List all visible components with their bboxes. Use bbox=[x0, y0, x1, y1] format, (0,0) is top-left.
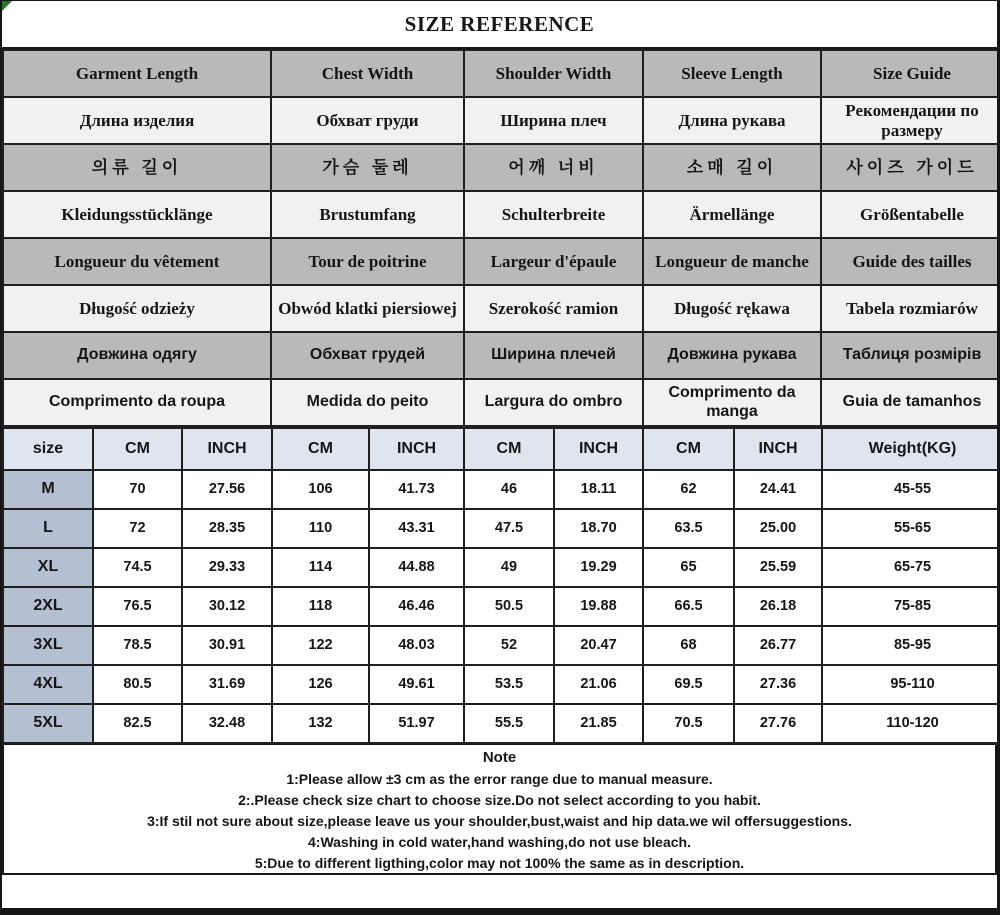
size-value-cell: 50.5 bbox=[464, 587, 554, 626]
size-value-cell: 122 bbox=[272, 626, 369, 665]
size-value-cell: 55.5 bbox=[464, 704, 554, 743]
size-value-cell: 82.5 bbox=[93, 704, 182, 743]
size-value-cell: 18.70 bbox=[554, 509, 643, 548]
size-value-cell: 48.03 bbox=[369, 626, 464, 665]
size-value-cell: 110 bbox=[272, 509, 369, 548]
size-value-cell: 28.35 bbox=[182, 509, 272, 548]
measurement-label-cell: Kleidungsstücklänge bbox=[3, 191, 271, 238]
measurement-label-cell: 의류 길이 bbox=[3, 144, 271, 191]
size-value-cell: 95-110 bbox=[822, 665, 1000, 704]
measurement-label-cell: Größentabelle bbox=[821, 191, 1000, 238]
page-title: SIZE REFERENCE bbox=[404, 11, 595, 36]
size-label-cell: L bbox=[3, 509, 93, 548]
measurement-label-cell: Size Guide bbox=[821, 50, 1000, 97]
size-value-cell: 126 bbox=[272, 665, 369, 704]
size-value-cell: 65 bbox=[643, 548, 734, 587]
measurement-label-cell: Obwód klatki piersiowej bbox=[271, 285, 464, 332]
size-table-header-cell: Weight(KG) bbox=[822, 428, 1000, 470]
size-table-header-cell: INCH bbox=[369, 428, 464, 470]
size-value-cell: 75-85 bbox=[822, 587, 1000, 626]
language-row-russian bbox=[3, 97, 1000, 144]
size-value-cell: 46 bbox=[464, 470, 554, 509]
size-label-cell: XL bbox=[3, 548, 93, 587]
size-value-cell: 21.85 bbox=[554, 704, 643, 743]
measurement-label-cell: Długość rękawa bbox=[643, 285, 821, 332]
size-value-cell: 46.46 bbox=[369, 587, 464, 626]
size-value-cell: 68 bbox=[643, 626, 734, 665]
size-label-cell: 5XL bbox=[3, 704, 93, 743]
size-value-cell: 53.5 bbox=[464, 665, 554, 704]
size-table-header-cell: CM bbox=[464, 428, 554, 470]
measurement-label-cell: 어깨 너비 bbox=[464, 144, 643, 191]
size-value-cell: 26.77 bbox=[734, 626, 822, 665]
measurement-label-cell: Szerokość ramion bbox=[464, 285, 643, 332]
size-value-cell: 27.56 bbox=[182, 470, 272, 509]
size-value-cell: 49 bbox=[464, 548, 554, 587]
size-value-cell: 74.5 bbox=[93, 548, 182, 587]
size-value-cell: 132 bbox=[272, 704, 369, 743]
size-value-cell: 27.36 bbox=[734, 665, 822, 704]
size-value-cell: 85-95 bbox=[822, 626, 1000, 665]
size-value-cell: 32.48 bbox=[182, 704, 272, 743]
size-value-cell: 55-65 bbox=[822, 509, 1000, 548]
measurement-label-cell: Обхват грудей bbox=[271, 332, 464, 379]
measurement-label-cell: Таблиця розмірів bbox=[821, 332, 1000, 379]
size-row-5XL bbox=[3, 704, 1000, 743]
title-bar bbox=[2, 1, 997, 49]
note-title: Note bbox=[482, 749, 517, 766]
size-value-cell: 45-55 bbox=[822, 470, 1000, 509]
measurement-label-cell: Длина изделия bbox=[3, 97, 271, 144]
size-value-cell: 70 bbox=[93, 470, 182, 509]
size-label-cell: M bbox=[3, 470, 93, 509]
size-table-header-cell: CM bbox=[272, 428, 369, 470]
language-row-german bbox=[3, 191, 1000, 238]
measurement-label-cell: 소매 길이 bbox=[643, 144, 821, 191]
size-value-cell: 106 bbox=[272, 470, 369, 509]
measurement-label-cell: Довжина рукава bbox=[643, 332, 821, 379]
size-value-cell: 19.29 bbox=[554, 548, 643, 587]
measurement-label-cell: Brustumfang bbox=[271, 191, 464, 238]
size-value-cell: 30.12 bbox=[182, 587, 272, 626]
size-value-cell: 76.5 bbox=[93, 587, 182, 626]
measurement-label-cell: Ширина плечей bbox=[464, 332, 643, 379]
measurement-label-cell: Longueur du vêtement bbox=[3, 238, 271, 285]
size-value-cell: 69.5 bbox=[643, 665, 734, 704]
size-value-cell: 114 bbox=[272, 548, 369, 587]
language-row-portuguese bbox=[3, 379, 1000, 426]
size-value-cell: 63.5 bbox=[643, 509, 734, 548]
size-label-cell: 4XL bbox=[3, 665, 93, 704]
size-row-M bbox=[3, 470, 1000, 509]
measurement-label-cell: Comprimento da roupa bbox=[3, 379, 271, 426]
size-label-cell: 3XL bbox=[3, 626, 93, 665]
size-value-cell: 44.88 bbox=[369, 548, 464, 587]
size-value-cell: 78.5 bbox=[93, 626, 182, 665]
measurement-label-cell: Chest Width bbox=[271, 50, 464, 97]
measurement-label-cell: Рекомендации по размеру bbox=[821, 97, 1000, 144]
language-row-korean bbox=[3, 144, 1000, 191]
measurement-labels-table bbox=[2, 49, 1000, 427]
size-value-cell: 66.5 bbox=[643, 587, 734, 626]
measurement-label-cell: Largeur d'épaule bbox=[464, 238, 643, 285]
measurement-label-cell: Tour de poitrine bbox=[271, 238, 464, 285]
size-table-header-cell: CM bbox=[643, 428, 734, 470]
size-value-cell: 26.18 bbox=[734, 587, 822, 626]
measurement-label-cell: Довжина одягу bbox=[3, 332, 271, 379]
size-value-cell: 70.5 bbox=[643, 704, 734, 743]
size-value-cell: 43.31 bbox=[369, 509, 464, 548]
size-value-cell: 29.33 bbox=[182, 548, 272, 587]
size-value-cell: 65-75 bbox=[822, 548, 1000, 587]
size-table-header-cell: CM bbox=[93, 428, 182, 470]
language-row-french bbox=[3, 238, 1000, 285]
note-line: 4:Washing in cold water,hand washing,do not use bleach. bbox=[308, 834, 691, 850]
note-line: 5:Due to different ligthing,color may not 100% the same as in description. bbox=[254, 855, 745, 871]
size-value-cell: 41.73 bbox=[369, 470, 464, 509]
note-line: 1:Please allow ±3 cm as the error range due to manual measure. bbox=[286, 771, 713, 787]
size-row-2XL bbox=[3, 587, 1000, 626]
measurement-label-cell: Medida do peito bbox=[271, 379, 464, 426]
size-row-XL bbox=[3, 548, 1000, 587]
size-label-cell: 2XL bbox=[3, 587, 93, 626]
size-value-cell: 30.91 bbox=[182, 626, 272, 665]
size-row-3XL bbox=[3, 626, 1000, 665]
note-lines bbox=[10, 769, 989, 874]
size-value-cell: 52 bbox=[464, 626, 554, 665]
size-value-cell: 20.47 bbox=[554, 626, 643, 665]
size-values-table-body bbox=[3, 428, 1000, 743]
size-value-cell: 31.69 bbox=[182, 665, 272, 704]
size-value-cell: 51.97 bbox=[369, 704, 464, 743]
size-value-cell: 25.59 bbox=[734, 548, 822, 587]
measurement-label-cell: Largura do ombro bbox=[464, 379, 643, 426]
measurement-label-cell: Sleeve Length bbox=[643, 50, 821, 97]
measurement-label-cell: Ärmellänge bbox=[643, 191, 821, 238]
language-row-ukrainian bbox=[3, 332, 1000, 379]
measurement-label-cell: Shoulder Width bbox=[464, 50, 643, 97]
size-table-header-cell: INCH bbox=[182, 428, 272, 470]
size-value-cell: 21.06 bbox=[554, 665, 643, 704]
size-row-4XL bbox=[3, 665, 1000, 704]
size-value-cell: 72 bbox=[93, 509, 182, 548]
measurement-label-cell: Długość odzieży bbox=[3, 285, 271, 332]
language-row-polish bbox=[3, 285, 1000, 332]
size-table-header-cell: INCH bbox=[554, 428, 643, 470]
measurement-label-cell: Длина рукава bbox=[643, 97, 821, 144]
measurement-label-cell: Обхват груди bbox=[271, 97, 464, 144]
size-value-cell: 24.41 bbox=[734, 470, 822, 509]
size-value-cell: 49.61 bbox=[369, 665, 464, 704]
size-value-cell: 19.88 bbox=[554, 587, 643, 626]
measurement-labels-table-body bbox=[3, 50, 1000, 426]
measurement-label-cell: Ширина плеч bbox=[464, 97, 643, 144]
language-row-english bbox=[3, 50, 1000, 97]
measurement-label-cell: Guia de tamanhos bbox=[821, 379, 1000, 426]
note-section bbox=[2, 744, 997, 875]
measurement-label-cell: Schulterbreite bbox=[464, 191, 643, 238]
size-table-header-cell: size bbox=[3, 428, 93, 470]
size-value-cell: 118 bbox=[272, 587, 369, 626]
measurement-label-cell: 사이즈 가이드 bbox=[821, 144, 1000, 191]
size-row-L bbox=[3, 509, 1000, 548]
note-line: 2:.Please check size chart to choose size.Do not select according to you habit. bbox=[238, 792, 761, 808]
size-value-cell: 18.11 bbox=[554, 470, 643, 509]
measurement-label-cell: Tabela rozmiarów bbox=[821, 285, 1000, 332]
size-value-cell: 27.76 bbox=[734, 704, 822, 743]
size-table-header-cell: INCH bbox=[734, 428, 822, 470]
size-value-cell: 110-120 bbox=[822, 704, 1000, 743]
measurement-label-cell: Guide des tailles bbox=[821, 238, 1000, 285]
corner-marker-icon bbox=[2, 1, 12, 11]
size-value-cell: 80.5 bbox=[93, 665, 182, 704]
measurement-label-cell: 가슴 둘레 bbox=[271, 144, 464, 191]
measurement-label-cell: Garment Length bbox=[3, 50, 271, 97]
size-table-header-row bbox=[3, 428, 1000, 470]
note-line: 3:If stil not sure about size,please leave us your shoulder,bust,waist and hip data.we wil offersuggestions. bbox=[147, 813, 852, 829]
size-value-cell: 47.5 bbox=[464, 509, 554, 548]
measurement-label-cell: Comprimento da manga bbox=[643, 379, 821, 426]
measurement-label-cell: Longueur de manche bbox=[643, 238, 821, 285]
size-value-cell: 62 bbox=[643, 470, 734, 509]
size-values-table bbox=[2, 427, 1000, 744]
size-value-cell: 25.00 bbox=[734, 509, 822, 548]
